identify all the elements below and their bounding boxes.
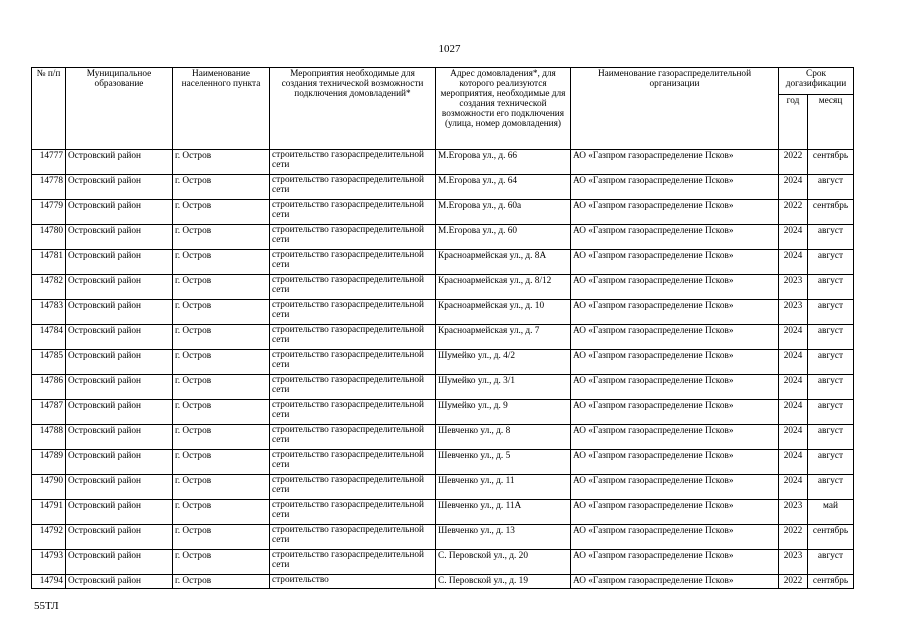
row-works: строительство газораспределительной сети [270, 425, 436, 450]
row-gas-org: АО «Газпром газораспределение Псков» [571, 350, 779, 375]
row-number: 14793 [32, 550, 66, 575]
row-gas-org: АО «Газпром газораспределение Псков» [571, 450, 779, 475]
row-address: Шумейко ул., д. 4/2 [436, 350, 571, 375]
row-month: сентябрь [808, 575, 854, 589]
row-year: 2022 [779, 575, 808, 589]
row-year: 2022 [779, 525, 808, 550]
row-municipality: Островский район [66, 200, 173, 225]
row-address: Красноармейская ул., д. 10 [436, 300, 571, 325]
row-number: 14790 [32, 475, 66, 500]
header-deadline: Срок догазификации [779, 68, 854, 95]
row-address: С. Перовской ул., д. 20 [436, 550, 571, 575]
row-address: Шевченко ул., д. 11А [436, 500, 571, 525]
row-municipality: Островский район [66, 400, 173, 425]
row-works: строительство газораспределительной сети [270, 300, 436, 325]
row-year: 2023 [779, 275, 808, 300]
row-month: август [808, 325, 854, 350]
header-works: Мероприятия необходимые для создания технической возможности подключения домовладений* [270, 68, 436, 150]
row-works: строительство газораспределительной сети [270, 150, 436, 175]
row-gas-org: АО «Газпром газораспределение Псков» [571, 150, 779, 175]
registry-table [31, 67, 854, 589]
row-municipality: Островский район [66, 225, 173, 250]
table-header-row [32, 68, 854, 95]
table-row [32, 450, 854, 475]
table-row [32, 175, 854, 200]
row-number: 14782 [32, 275, 66, 300]
table-row [32, 475, 854, 500]
row-number: 14791 [32, 500, 66, 525]
row-month: август [808, 425, 854, 450]
row-settlement: г. Остров [173, 375, 270, 400]
row-number: 14794 [32, 575, 66, 589]
table-body [32, 150, 854, 589]
row-gas-org: АО «Газпром газораспределение Псков» [571, 300, 779, 325]
row-settlement: г. Остров [173, 200, 270, 225]
row-settlement: г. Остров [173, 225, 270, 250]
row-month: сентябрь [808, 150, 854, 175]
row-month: август [808, 275, 854, 300]
row-month: август [808, 550, 854, 575]
row-number: 14781 [32, 250, 66, 275]
row-gas-org: АО «Газпром газораспределение Псков» [571, 525, 779, 550]
row-municipality: Островский район [66, 450, 173, 475]
row-year: 2024 [779, 225, 808, 250]
header-municipality: Муниципальное образование [66, 68, 173, 150]
row-works: строительство газораспределительной сети [270, 450, 436, 475]
table-row [32, 350, 854, 375]
table-row [32, 550, 854, 575]
row-month: август [808, 400, 854, 425]
row-works: строительство газораспределительной сети [270, 175, 436, 200]
row-settlement: г. Остров [173, 325, 270, 350]
table-row [32, 500, 854, 525]
row-address: Шевченко ул., д. 8 [436, 425, 571, 450]
row-municipality: Островский район [66, 300, 173, 325]
row-month: сентябрь [808, 525, 854, 550]
row-year: 2024 [779, 475, 808, 500]
row-settlement: г. Остров [173, 500, 270, 525]
table-row [32, 225, 854, 250]
row-address: С. Перовской ул., д. 19 [436, 575, 571, 589]
row-address: Красноармейская ул., д. 8А [436, 250, 571, 275]
row-municipality: Островский район [66, 525, 173, 550]
header-settlement: Наименование населенного пункта [173, 68, 270, 150]
row-works: строительство газораспределительной сети [270, 475, 436, 500]
table-row [32, 275, 854, 300]
row-month: август [808, 300, 854, 325]
row-number: 14777 [32, 150, 66, 175]
row-gas-org: АО «Газпром газораспределение Псков» [571, 425, 779, 450]
row-address: Красноармейская ул., д. 7 [436, 325, 571, 350]
row-address: Шевченко ул., д. 5 [436, 450, 571, 475]
row-settlement: г. Остров [173, 525, 270, 550]
row-works: строительство газораспределительной сети [270, 350, 436, 375]
row-settlement: г. Остров [173, 550, 270, 575]
row-settlement: г. Остров [173, 425, 270, 450]
row-municipality: Островский район [66, 350, 173, 375]
row-settlement: г. Остров [173, 400, 270, 425]
header-gas-org: Наименование газораспределительной организации [571, 68, 779, 150]
header-num: № п/п [32, 68, 66, 150]
table-row [32, 325, 854, 350]
row-year: 2023 [779, 300, 808, 325]
row-month: май [808, 500, 854, 525]
row-works: строительство газораспределительной сети [270, 325, 436, 350]
row-address: М.Егорова ул., д. 64 [436, 175, 571, 200]
row-month: август [808, 450, 854, 475]
row-municipality: Островский район [66, 550, 173, 575]
row-gas-org: АО «Газпром газораспределение Псков» [571, 325, 779, 350]
row-settlement: г. Остров [173, 250, 270, 275]
table-row [32, 400, 854, 425]
table-row [32, 375, 854, 400]
row-municipality: Островский район [66, 325, 173, 350]
row-year: 2024 [779, 375, 808, 400]
row-works: строительство газораспределительной сети [270, 400, 436, 425]
footer-code: 55ТЛ [34, 600, 59, 612]
row-works: строительство газораспределительной сети [270, 550, 436, 575]
row-works: строительство [270, 575, 436, 589]
header-year: год [779, 95, 808, 150]
row-number: 14786 [32, 375, 66, 400]
table-row [32, 200, 854, 225]
header-month: месяц [808, 95, 854, 150]
table-row [32, 150, 854, 175]
row-year: 2024 [779, 400, 808, 425]
row-address: Шевченко ул., д. 13 [436, 525, 571, 550]
row-works: строительство газораспределительной сети [270, 275, 436, 300]
row-gas-org: АО «Газпром газораспределение Псков» [571, 500, 779, 525]
row-month: август [808, 175, 854, 200]
row-settlement: г. Остров [173, 350, 270, 375]
row-address: Шумейко ул., д. 3/1 [436, 375, 571, 400]
row-month: август [808, 250, 854, 275]
row-municipality: Островский район [66, 275, 173, 300]
row-year: 2024 [779, 350, 808, 375]
row-gas-org: АО «Газпром газораспределение Псков» [571, 200, 779, 225]
row-year: 2023 [779, 550, 808, 575]
row-gas-org: АО «Газпром газораспределение Псков» [571, 250, 779, 275]
row-gas-org: АО «Газпром газораспределение Псков» [571, 575, 779, 589]
header-address: Адрес домовладения*, для которого реализуются мероприятия, необходимые для создания технической возможности его подключения (улица, номер домовладения) [436, 68, 571, 150]
row-address: М.Егорова ул., д. 66 [436, 150, 571, 175]
row-municipality: Островский район [66, 175, 173, 200]
row-settlement: г. Остров [173, 275, 270, 300]
row-number: 14784 [32, 325, 66, 350]
row-works: строительство газораспределительной сети [270, 525, 436, 550]
row-municipality: Островский район [66, 425, 173, 450]
row-settlement: г. Остров [173, 300, 270, 325]
row-municipality: Островский район [66, 150, 173, 175]
row-year: 2024 [779, 325, 808, 350]
row-address: Шевченко ул., д. 11 [436, 475, 571, 500]
row-year: 2024 [779, 425, 808, 450]
row-gas-org: АО «Газпром газораспределение Псков» [571, 550, 779, 575]
row-year: 2024 [779, 250, 808, 275]
row-settlement: г. Остров [173, 575, 270, 589]
row-gas-org: АО «Газпром газораспределение Псков» [571, 400, 779, 425]
row-year: 2024 [779, 175, 808, 200]
row-works: строительство газораспределительной сети [270, 200, 436, 225]
row-gas-org: АО «Газпром газораспределение Псков» [571, 175, 779, 200]
row-address: М.Егорова ул., д. 60 [436, 225, 571, 250]
row-year: 2022 [779, 150, 808, 175]
table-row [32, 525, 854, 550]
row-gas-org: АО «Газпром газораспределение Псков» [571, 475, 779, 500]
row-address: Красноармейская ул., д. 8/12 [436, 275, 571, 300]
row-year: 2022 [779, 200, 808, 225]
row-gas-org: АО «Газпром газораспределение Псков» [571, 225, 779, 250]
row-settlement: г. Остров [173, 450, 270, 475]
page-number: 1027 [438, 43, 461, 55]
row-number: 14788 [32, 425, 66, 450]
row-works: строительство газораспределительной сети [270, 500, 436, 525]
row-works: строительство газораспределительной сети [270, 225, 436, 250]
row-number: 14779 [32, 200, 66, 225]
row-municipality: Островский район [66, 475, 173, 500]
row-number: 14785 [32, 350, 66, 375]
row-municipality: Островский район [66, 500, 173, 525]
row-gas-org: АО «Газпром газораспределение Псков» [571, 275, 779, 300]
row-works: строительство газораспределительной сети [270, 375, 436, 400]
row-municipality: Островский район [66, 575, 173, 589]
row-month: август [808, 350, 854, 375]
row-month: август [808, 225, 854, 250]
row-number: 14778 [32, 175, 66, 200]
row-year: 2024 [779, 450, 808, 475]
row-number: 14792 [32, 525, 66, 550]
row-number: 14783 [32, 300, 66, 325]
row-settlement: г. Остров [173, 175, 270, 200]
table-row [32, 300, 854, 325]
table-row [32, 575, 854, 589]
row-settlement: г. Остров [173, 475, 270, 500]
row-municipality: Островский район [66, 375, 173, 400]
table-row [32, 425, 854, 450]
row-number: 14780 [32, 225, 66, 250]
row-number: 14789 [32, 450, 66, 475]
row-address: Шумейко ул., д. 9 [436, 400, 571, 425]
row-month: август [808, 475, 854, 500]
row-settlement: г. Остров [173, 150, 270, 175]
row-month: сентябрь [808, 200, 854, 225]
row-month: август [808, 375, 854, 400]
row-year: 2023 [779, 500, 808, 525]
row-address: М.Егорова ул., д. 60а [436, 200, 571, 225]
row-municipality: Островский район [66, 250, 173, 275]
row-works: строительство газораспределительной сети [270, 250, 436, 275]
table-row [32, 250, 854, 275]
row-number: 14787 [32, 400, 66, 425]
row-gas-org: АО «Газпром газораспределение Псков» [571, 375, 779, 400]
